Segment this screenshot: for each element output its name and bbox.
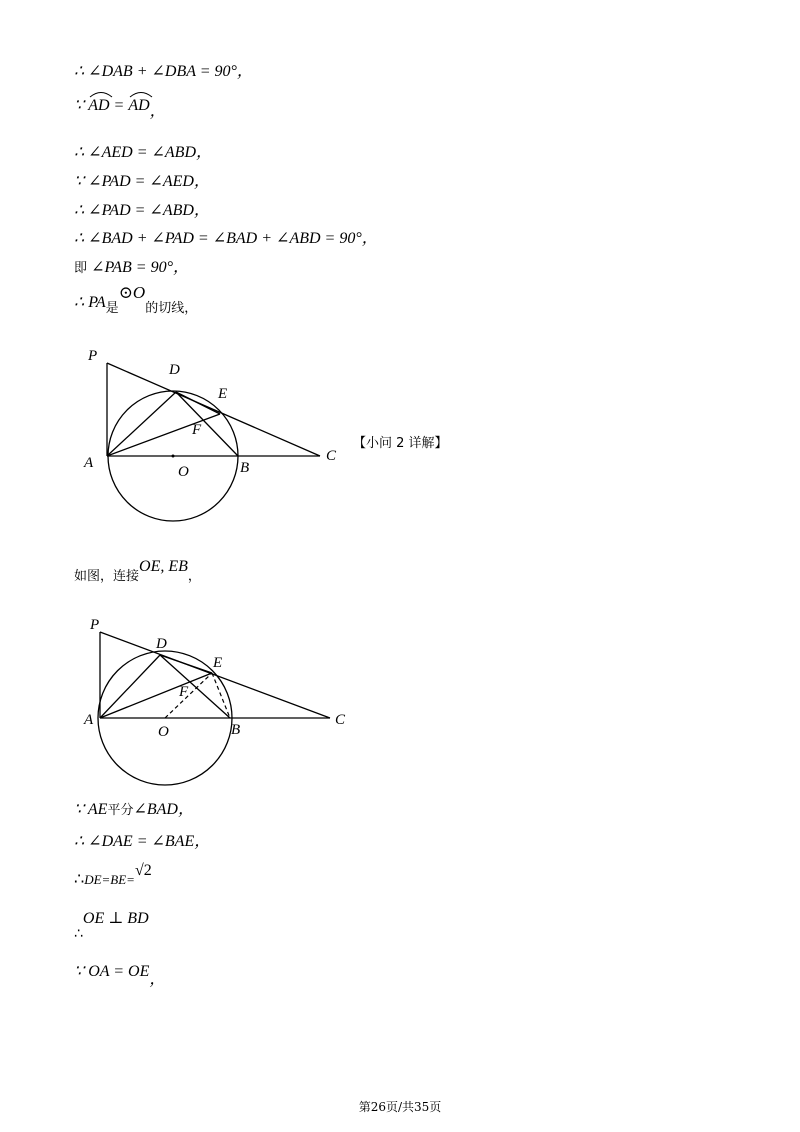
bisect-text: 平分 xyxy=(107,803,134,818)
namely-text: 即 xyxy=(74,261,92,276)
segment-ad xyxy=(100,655,160,718)
sqrt-2: √2 xyxy=(134,862,152,879)
arc-mark-icon xyxy=(128,90,154,98)
proof-line-6: ∴ ∠BAD + ∠PAD = ∠BAD + ∠ABD = 90°， xyxy=(74,230,378,247)
proof-line-9 xyxy=(74,558,201,587)
equals: = xyxy=(109,97,129,114)
proof-line-3: ∴ ∠AED = ∠ABD， xyxy=(74,144,212,161)
label-f: F xyxy=(192,422,202,438)
segment-ae xyxy=(100,673,212,718)
de-be-equation: DE=BE= xyxy=(84,872,135,887)
label-c: C xyxy=(335,712,346,728)
comma: ， xyxy=(149,103,166,120)
label-a: A xyxy=(84,455,94,471)
angle-pab: ∠PAB = 90°， xyxy=(91,259,190,276)
proof-line-7 xyxy=(74,258,189,279)
therefore-symbol: ∴ xyxy=(74,926,83,942)
label-b: B xyxy=(231,722,241,738)
proof-line-8 xyxy=(74,283,198,316)
label-f: F xyxy=(179,684,189,700)
label-o: O xyxy=(178,464,189,480)
proof-line-12 xyxy=(74,862,152,890)
proof-line-10 xyxy=(74,800,194,821)
segment-pc xyxy=(107,363,320,456)
proof-line-14 xyxy=(74,962,166,988)
label-e: E xyxy=(213,655,223,671)
arc-ad-right: AD xyxy=(128,96,149,116)
therefore-symbol: ∴ xyxy=(74,294,89,311)
segment-ae xyxy=(107,414,220,456)
arc-mark-icon xyxy=(88,90,114,98)
connect-text: 如图，连接 xyxy=(74,569,140,584)
subquestion-2-heading: 【小问 2 详解】 xyxy=(353,436,448,451)
proof-line-1: ∴ ∠DAB + ∠DBA = 90°， xyxy=(74,63,253,80)
circle-o: ⊙O xyxy=(118,283,146,302)
label-p: P xyxy=(90,617,100,633)
proof-line-11: ∴ ∠DAE = ∠BAE， xyxy=(74,833,211,850)
label-p: P xyxy=(88,348,98,364)
tangent-text: 的切线， xyxy=(145,301,198,316)
label-c: C xyxy=(326,448,337,464)
geometry-figure-1 xyxy=(80,340,360,530)
pa-label: PA xyxy=(88,294,106,311)
because-symbol: ∵ xyxy=(74,963,89,980)
angle-bad: ∠BAD， xyxy=(133,801,194,818)
oa-oe: OA = OE xyxy=(88,963,150,980)
segment-db xyxy=(176,392,238,456)
because-symbol: ∵ xyxy=(74,801,88,818)
oe-eb: OE, EB xyxy=(139,558,188,575)
center-point xyxy=(172,455,175,458)
label-d: D xyxy=(156,636,167,652)
proof-line-4: ∵ ∠PAD = ∠AED， xyxy=(74,173,210,190)
page-footer: 第26页/共35页 xyxy=(358,1100,442,1114)
label-d: D xyxy=(169,362,180,378)
proof-line-2 xyxy=(74,96,166,120)
proof-line-5: ∴ ∠PAD = ∠ABD， xyxy=(74,202,210,219)
is-text: 是 xyxy=(105,301,119,316)
label-o: O xyxy=(158,724,169,740)
label-a: A xyxy=(84,712,94,728)
geometry-figure-2 xyxy=(80,610,360,790)
proof-line-13 xyxy=(74,910,149,942)
label-e: E xyxy=(218,386,228,402)
arc-ad-left: AD xyxy=(88,96,109,116)
label-b: B xyxy=(240,460,250,476)
oe-perp-bd: OE ⊥ BD xyxy=(82,910,149,927)
ae-label: AE xyxy=(87,801,108,818)
because-symbol: ∵ xyxy=(74,97,89,114)
comma: ， xyxy=(149,971,166,988)
segment-ad xyxy=(107,392,176,456)
therefore-symbol: ∴ xyxy=(74,869,85,888)
comma: ， xyxy=(187,569,201,584)
